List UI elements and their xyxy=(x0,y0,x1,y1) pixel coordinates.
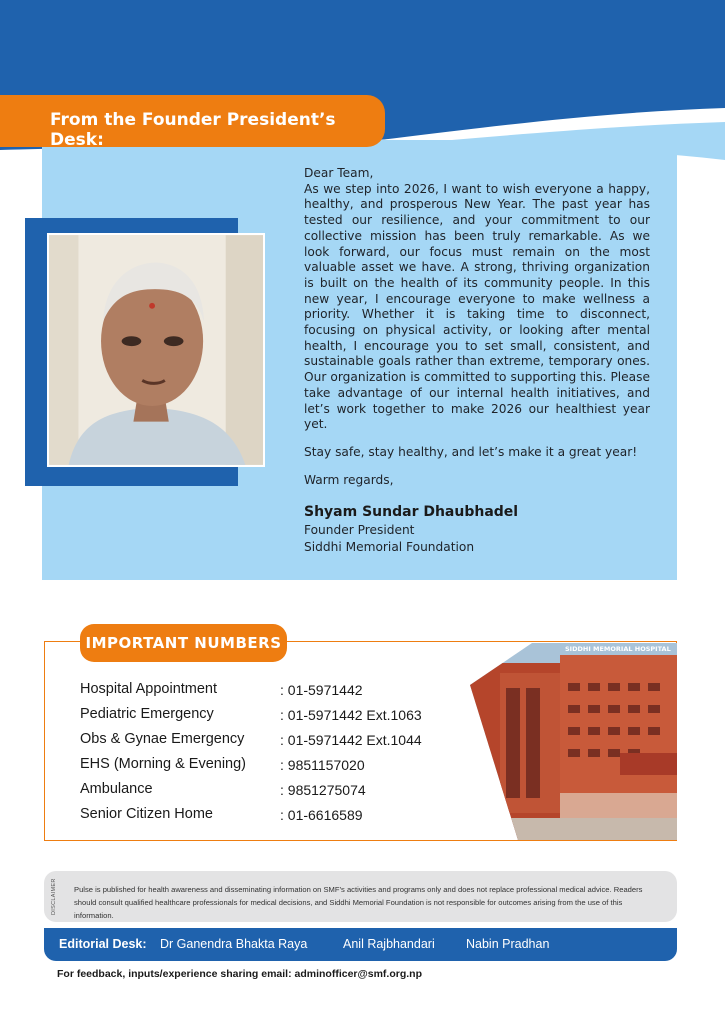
signatory-role: Founder President xyxy=(304,523,415,537)
important-numbers-title: IMPORTANT NUMBERS xyxy=(80,624,287,662)
section-title-founder-desk xyxy=(0,95,385,150)
founder-desk-title: From the Founder President’s Desk: xyxy=(50,110,336,150)
disclaimer-text: Pulse is published for health awareness and disseminating information on SMF’s activities and programs only and does not replace professional medical advice. Readers should consult qualified healthcare professionals for medical decisions, and Siddhi Memorial Foundation is not responsible for outcomes arising from the use of this information. xyxy=(74,885,643,920)
editor-name: Dr Ganendra Bhakta Raya xyxy=(160,937,308,951)
number-value: : 01-5971442 xyxy=(280,682,363,698)
letter-paragraph: As we step into 2026, I want to wish everyone a happy, healthy, and prosperous New Year. The past year has tested our resilience, and your commitment to our collective mission has been truly remarkable. As we look forward, our focus must remain on the most valuable asset we have. A strong, thriving organization is built on the health of its community people. In this new year, I encourage everyone to make wellness a priority. Whether it is taking time to disconnect, focusing on physical activity, or looking after mental health, I encourage you to set small, consistent, and sustainable goals rather than extreme, temporary ones. Our organization is committed to supporting this. Please take advantage of our internal health initiatives, and let’s work together to make 2026 our healthiest year yet. xyxy=(304,181,650,432)
letter-salutation: Dear Team, xyxy=(304,166,374,180)
number-name: Obs & Gynae Emergency xyxy=(80,731,245,747)
hospital-building-image xyxy=(470,643,677,840)
letter-body xyxy=(304,166,650,488)
number-name: Pediatric Emergency xyxy=(80,706,214,722)
founder-portrait-icon xyxy=(49,235,263,465)
number-name: Ambulance xyxy=(80,781,153,797)
founder-photo xyxy=(47,233,265,467)
disclaimer-label: DISCLAIMER xyxy=(51,878,57,915)
signatory-org: Siddhi Memorial Foundation xyxy=(304,540,475,554)
letter-regards: Warm regards, xyxy=(304,472,394,487)
signatory-name: Shyam Sundar Dhaubhadel xyxy=(304,504,519,520)
letter-closing: Stay safe, stay healthy, and let’s make it a great year! xyxy=(304,444,638,459)
number-name: Senior Citizen Home xyxy=(80,806,213,822)
number-value: : 01-5971442 Ext.1044 xyxy=(280,732,422,748)
number-name: Hospital Appointment xyxy=(80,681,218,697)
editorial-label: Editorial Desk: xyxy=(59,937,147,951)
number-name: EHS (Morning & Evening) xyxy=(80,756,247,772)
number-value: : 9851275074 xyxy=(280,782,366,798)
feedback-line: For feedback, inputs/experience sharing email: adminofficer@smf.org.np xyxy=(57,968,422,980)
number-value: : 01-5971442 Ext.1063 xyxy=(280,707,422,723)
editor-name: Nabin Pradhan xyxy=(466,937,550,951)
number-value: : 9851157020 xyxy=(280,757,365,773)
hospital-sign: SIDDHI MEMORIAL HOSPITAL xyxy=(565,645,671,653)
editor-name: Anil Rajbhandari xyxy=(343,937,435,951)
number-value: : 01-6616589 xyxy=(280,807,363,823)
